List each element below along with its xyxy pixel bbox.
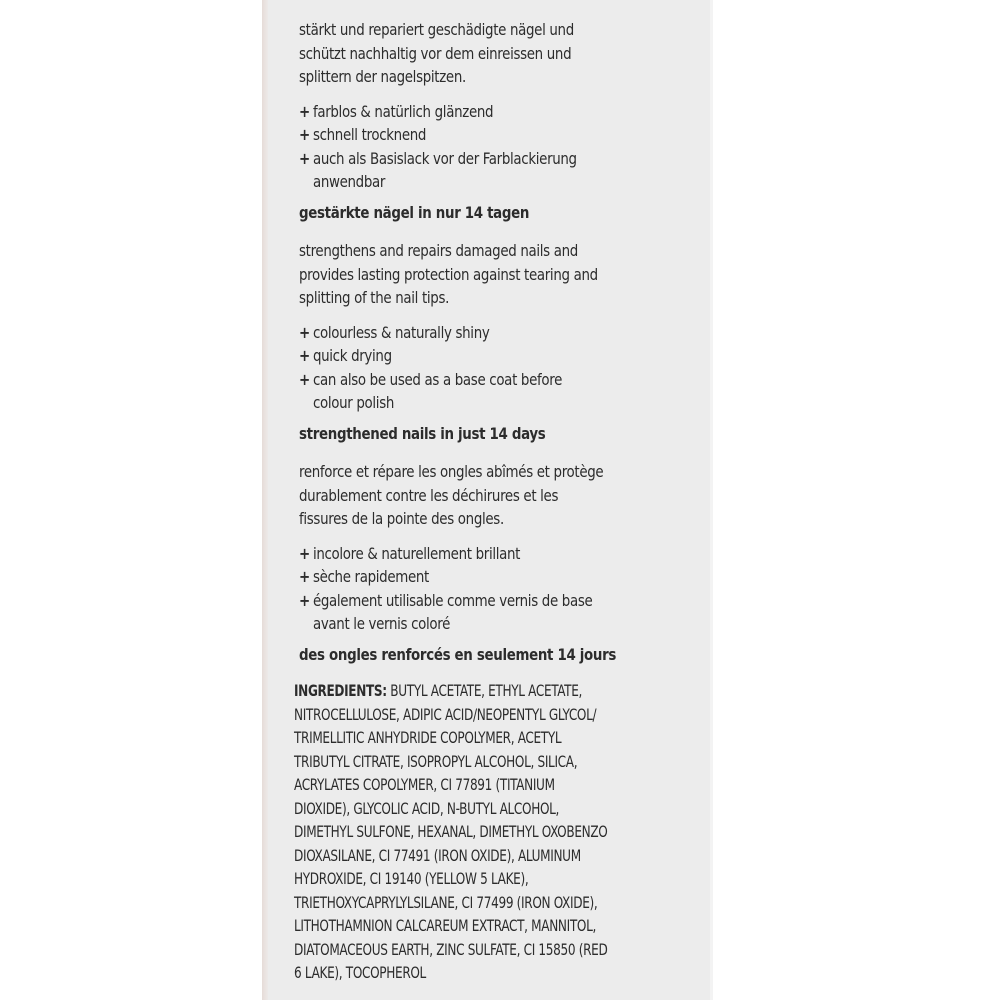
ingredients-line: NITROCELLULOSE, ADIPIC ACID/NEOPENTYL GLYCOL/	[294, 704, 597, 724]
benefit-text: également utilisable comme vernis de base	[312, 590, 593, 610]
benefit-text: farblos & natürlich glänzend	[312, 101, 494, 121]
section-english	[299, 239, 704, 445]
ingredients-line: DIOXIDE), GLYCOLIC ACID, N-BUTYL ALCOHOL,	[294, 798, 560, 818]
benefit-text: sèche rapidement	[312, 567, 429, 586]
ingredients-line: ACRYLATES COPOLYMER, CI 77891 (TITANIUM	[294, 775, 555, 794]
tagline: des ongles renforcés en seulement 14 jours	[299, 644, 617, 664]
paragraph-line: renforce et répare les ongles abîmés et protège	[299, 462, 604, 481]
benefit-item	[299, 123, 699, 147]
benefit-item	[299, 147, 699, 194]
tagline: strengthened nails in just 14 days	[299, 423, 546, 443]
benefit-item	[299, 565, 699, 589]
paragraph-line: splittern der nagelspitzen.	[299, 67, 466, 86]
benefit-item	[299, 100, 699, 124]
ingredients-line: TRIMELLITIC ANHYDRIDE COPOLYMER, ACETYL	[294, 728, 562, 747]
benefit-item	[299, 542, 699, 566]
benefit-text: colourless & naturally shiny	[312, 322, 490, 342]
benefit-text: auch als Basislack vor der Farblackierung	[312, 148, 577, 168]
plus-icon: +	[299, 125, 310, 144]
benefit-text: quick drying	[312, 346, 392, 365]
plus-icon: +	[299, 322, 310, 342]
ingredients-line: DIMETHYL SULFONE, HEXANAL, DIMETHYL OXOBENZO	[294, 822, 608, 841]
ingredients-label: INGREDIENTS:	[294, 681, 387, 700]
paragraph-line: durablement contre les déchirures et les	[299, 485, 559, 505]
benefit-item	[299, 589, 699, 636]
ingredients-block	[294, 679, 647, 985]
label-panel	[268, 0, 710, 1000]
ingredients-line: HYDROXIDE, CI 19140 (YELLOW 5 LAKE),	[294, 869, 529, 888]
description-paragraph	[299, 460, 699, 531]
paragraph-line: fissures de la pointe des ongles.	[299, 509, 504, 528]
benefit-text: can also be used as a base coat before	[312, 369, 563, 389]
ingredients-line: DIOXASILANE, CI 77491 (IRON OXIDE), ALUMINUM	[294, 845, 581, 865]
benefit-text: avant le vernis coloré	[312, 614, 451, 633]
section-french	[299, 460, 704, 666]
benefit-list	[299, 542, 699, 636]
benefit-list	[299, 100, 699, 194]
ingredients-line: DIATOMACEOUS EARTH, ZINC SULFATE, CI 15850 (RED	[294, 939, 608, 959]
paragraph-line: splitting of the nail tips.	[299, 288, 450, 307]
benefit-item	[299, 344, 699, 368]
ingredients-line: LITHOTHAMNION CALCAREUM EXTRACT, MANNITOL,	[294, 916, 596, 935]
section-german	[299, 18, 704, 224]
plus-icon: +	[299, 148, 310, 168]
plus-icon: +	[299, 101, 310, 121]
plus-icon: +	[299, 346, 310, 365]
ingredients-line	[294, 679, 647, 703]
plus-icon: +	[299, 369, 310, 389]
paragraph-line: schützt nachhaltig vor dem einreissen und	[299, 43, 572, 63]
benefit-text: incolore & naturellement brillant	[312, 543, 521, 563]
benefit-text: colour polish	[312, 393, 395, 412]
box-right-edge	[710, 0, 713, 1000]
paragraph-line: strengthens and repairs damaged nails and	[299, 241, 578, 260]
benefit-list	[299, 321, 699, 415]
tagline: gestärkte nägel in nur 14 tagen	[299, 202, 530, 222]
paragraph-line: stärkt und repariert geschädigte nägel und	[299, 20, 574, 39]
benefit-text: anwendbar	[312, 172, 386, 191]
paragraph-line: provides lasting protection against tearing and	[299, 264, 598, 284]
ingredients-line: TRIETHOXYCAPRYLYLSILANE, CI 77499 (IRON OXIDE),	[294, 892, 598, 912]
ingredients-line: TRIBUTYL CITRATE, ISOPROPYL ALCOHOL, SILICA,	[294, 751, 578, 771]
description-area	[299, 18, 704, 681]
description-paragraph	[299, 239, 699, 310]
benefit-text: schnell trocknend	[312, 125, 427, 144]
description-paragraph	[299, 18, 699, 89]
plus-icon: +	[299, 543, 310, 563]
plus-icon: +	[299, 590, 310, 610]
benefit-item	[299, 368, 699, 415]
plus-icon: +	[299, 567, 310, 586]
benefit-item	[299, 321, 699, 345]
ingredients-text: BUTYL ACETATE, ETHYL ACETATE,	[390, 681, 583, 700]
ingredients-line: 6 LAKE), TOCOPHEROL	[294, 963, 426, 982]
